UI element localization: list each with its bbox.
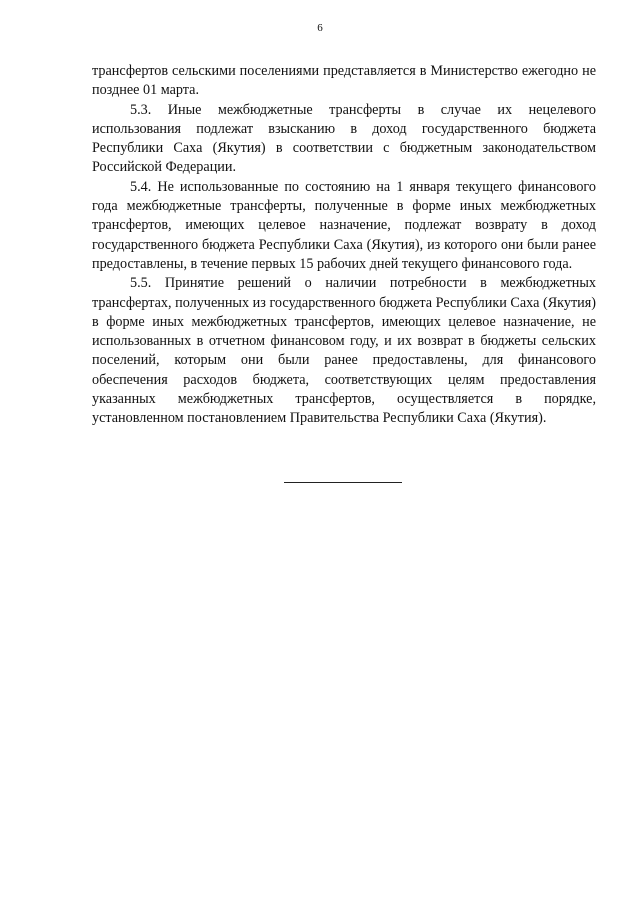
paragraph-5-4: 5.4. Не использованные по состоянию на 1 января текущего финансового года межбюджетные трансферты, полученные в форме иных межбюджетных трансфертов, имеющих целевое назначение, подлежат возврату в доход государственного бюджета Республики Саха (Якутия), из которого они были ранее предоставлены, в течение первых 15 рабочих дней текущего финансового года. [92, 178, 596, 272]
paragraph-5-5: 5.5. Принятие решений о наличии потребности в межбюджетных трансфертах, полученных из государственного бюджета Республики Саха (Якутия) в форме иных межбюджетных трансфертов, имеющих целевое назначение, не использованных в отчетном финансовом году, и их возврат в бюджеты сельских поселений, которым они были ранее предоставлены, для финансового обеспечения расходов бюджета, соответствующих целям предоставления указанных межбюджетных трансфертов, осуществляется в порядке, установленном постановлением Правительства Республики Саха (Якутия). [92, 275, 596, 427]
closing-divider [284, 482, 402, 483]
page-number: 6 [317, 22, 323, 34]
paragraph-continuation: трансфертов сельскими поселениями представляется в Министерство ежегодно не позднее 01 марта. [92, 63, 596, 99]
paragraph-5-3: 5.3. Иные межбюджетные трансферты в случае их нецелевого использования подлежат взысканию в доход государственного бюджета Республики Саха (Якутия) в соответствии с бюджетным законодательством Российской Федерации. [92, 101, 596, 176]
document-body [92, 62, 596, 429]
